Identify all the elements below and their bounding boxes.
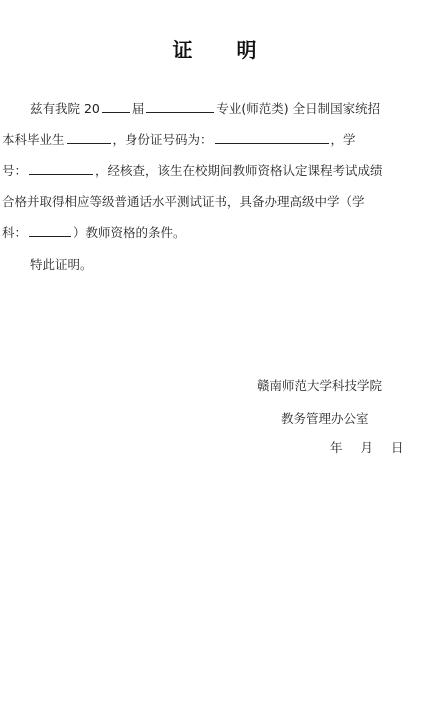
closing-line: 特此证明。 xyxy=(30,257,93,272)
line1-text-c: 专业(师范类) 全日制国家统招 xyxy=(216,101,381,116)
id-number-blank xyxy=(215,131,329,144)
date-month-label: 月 xyxy=(360,440,374,455)
line2-text-c: ，学 xyxy=(330,132,356,147)
date-year-label: 年 xyxy=(330,440,343,455)
major-blank xyxy=(146,100,214,113)
line2-text-a: 本科毕业生 xyxy=(2,132,65,147)
title-char-2: 明 xyxy=(236,38,257,62)
paragraph-line-4: 合格并取得相应等级普通话水平测试证书，具备办理高级中学（学 xyxy=(2,194,365,209)
signature-date xyxy=(330,439,404,457)
document-title xyxy=(0,34,429,63)
signature-dept: 教务管理办公室 xyxy=(281,411,369,426)
paragraph-line-3 xyxy=(2,162,429,180)
paragraph-line-2 xyxy=(2,131,429,149)
paragraph-line-5 xyxy=(2,224,429,242)
title-char-1: 证 xyxy=(172,38,193,62)
line1-text-b: 届 xyxy=(131,101,145,116)
year-blank xyxy=(102,100,130,113)
line5-text-a: 科： xyxy=(2,225,28,240)
line3-text-a: 号： xyxy=(2,163,28,178)
line5-text-b: ）教师资格的条件。 xyxy=(73,225,186,240)
line1-text-a: 兹有我院 20 xyxy=(30,101,100,116)
date-day-label: 日 xyxy=(391,440,404,455)
paragraph-line-1 xyxy=(30,100,429,118)
student-number-blank xyxy=(29,162,93,175)
subject-blank xyxy=(29,224,71,237)
line2-text-b: ，身份证号码为： xyxy=(112,132,213,147)
signature-org: 赣南师范大学科技学院 xyxy=(257,378,383,393)
line3-text-b: ，经核查，该生在校期间教师资格认定课程考试成绩 xyxy=(95,163,383,178)
name-blank xyxy=(67,131,111,144)
